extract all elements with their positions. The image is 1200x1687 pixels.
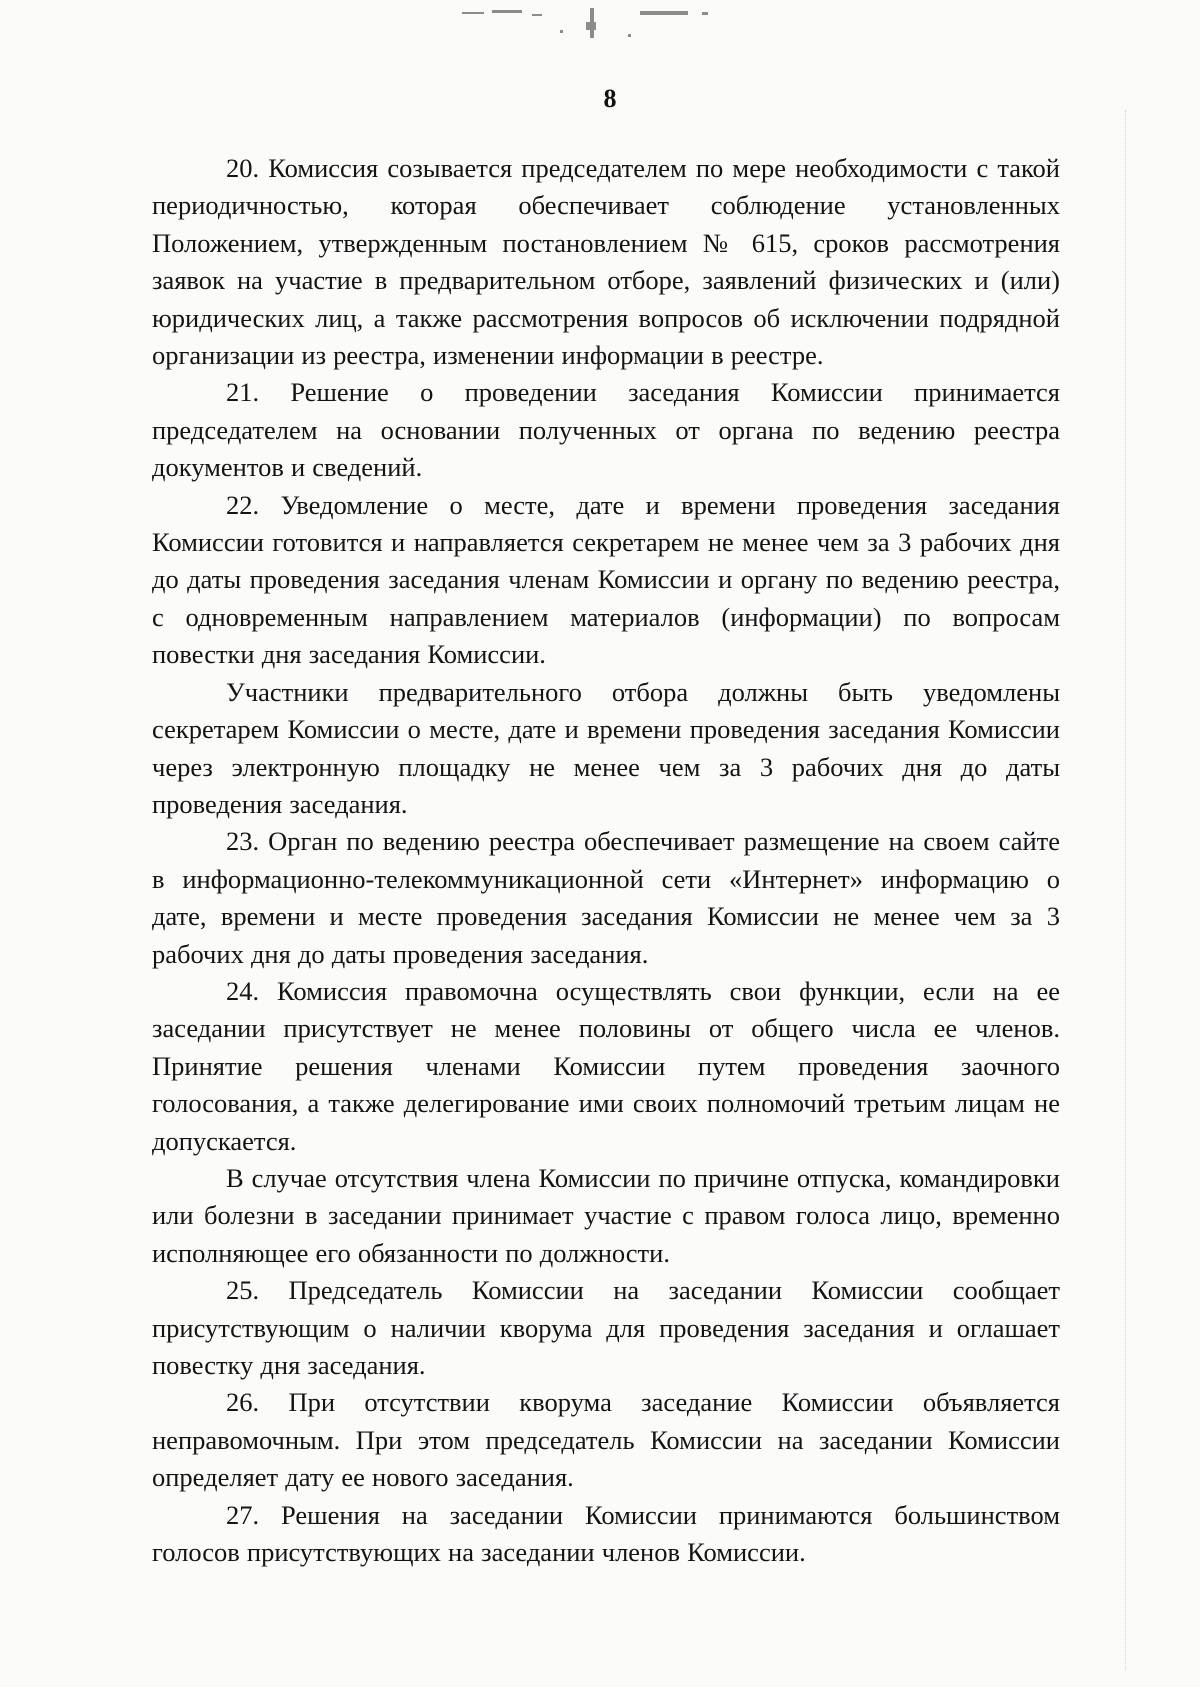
paragraph-20: 20. Комиссия созывается председателем по мере необходимости с такой периодичностью, которая обеспечивает соблюдение установленных Положением, утвержденным постановлением № 615, сроков рассмотрения заявок на участие в предварительном отборе, заявлений физических и (или) юридических лиц, а также рассмотрения вопросов об исключении подрядной организации из реестра, изменении информации в реестре. (152, 153, 1060, 371)
paragraph-25: 25. Председатель Комиссии на заседании Комиссии сообщает присутствующим о наличии кворума для проведения заседания и оглашает повестку дня заседания. (152, 1275, 1060, 1380)
paragraph-24-absence: В случае отсутствия члена Комиссии по причине отпуска, командировки или болезни в заседании принимает участие с правом голоса лицо, временно исполняющее его обязанности по должности. (152, 1162, 1060, 1268)
paragraph-27: 27. Решения на заседании Комиссии принимаются большинством голосов присутствующих на заседании членов Комиссии. (152, 1499, 1060, 1568)
paragraph-22: 22. Уведомление о месте, дате и времени проведения заседания Комиссии готовится и направляется секретарем не менее чем за 3 рабочих дня до даты проведения заседания членам Комиссии и органу по ведению реестра, с одновременным направлением материалов (информации) по вопросам повестки дня заседания Комиссии. (152, 489, 1060, 670)
document-body (152, 150, 1060, 1571)
scan-noise-marks (440, 0, 780, 60)
paragraph-23: 23. Орган по ведению реестра обеспечивает размещение на своем сайте в информационно-телекоммуникационной сети «Интернет» информацию о дате, времени и месте проведения заседания Комиссии не менее чем за 3 рабочих дня до даты проведения заседания. (152, 826, 1060, 969)
paragraph-26: 26. При отсутствии кворума заседание Комиссии объявляется неправомочным. При этом председатель Комиссии на заседании Комиссии определяет дату ее нового заседания. (152, 1387, 1060, 1493)
scan-edge-dots (1125, 110, 1130, 1670)
page-number: 8 (603, 84, 617, 113)
paragraph-21: 21. Решение о проведении заседания Комиссии принимается председателем на основании полученных от органа по ведению реестра документов и сведений. (152, 377, 1060, 483)
paragraph-24: 24. Комиссия правомочна осуществлять свои функции, если на ее заседании присутствует не менее половины от общего числа ее членов. Принятие решения членами Комиссии путем проведения заочного голосования, а также делегирование ими своих полномочий третьим лицам не допускается. (152, 975, 1060, 1156)
paragraph-22-participants: Участники предварительного отбора должны быть уведомлены секретарем Комиссии о месте, дате и времени проведения заседания Комиссии через электронную площадку не менее чем за 3 рабочих дня до даты проведения заседания. (152, 676, 1060, 819)
